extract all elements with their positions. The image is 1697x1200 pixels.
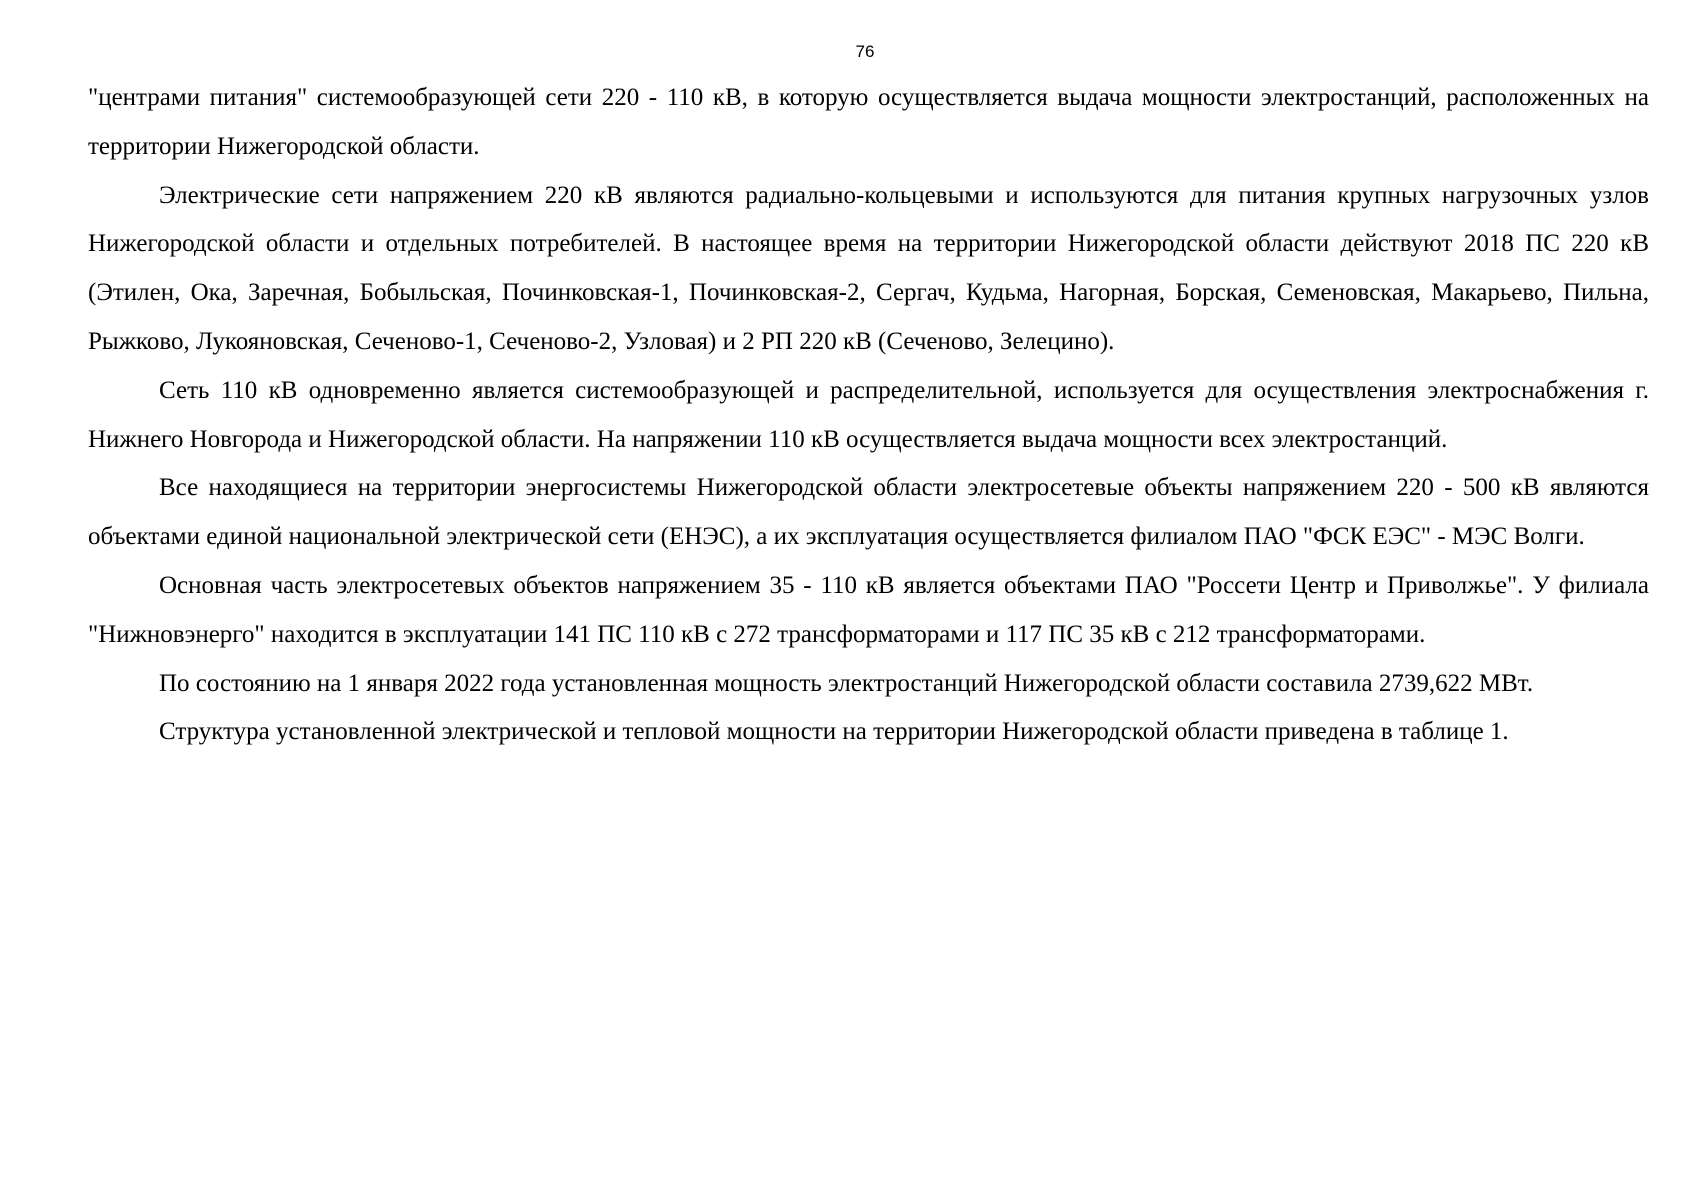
paragraph-rosseti-objects: Основная часть электросетевых объектов напряжением 35 - 110 кВ является объектами ПАО "Россети Центр и Приволжье". У филиала "Нижновэнерго" находится в эксплуатации 141 ПС 110 кВ с 272 трансформаторами и 117 ПС 35 кВ с 212 трансформаторами. (88, 571, 1649, 648)
paragraph-110kv-network: Сеть 110 кВ одновременно является системообразующей и распределительной, используется для осуществления электроснабжения г. Нижнего Новгорода и Нижегородской области. На напряжении 110 кВ осуществляется выдача мощности всех электростанций. (88, 376, 1649, 453)
paragraph-enes-objects: Все находящиеся на территории энергосистемы Нижегородской области электросетевые объекты напряжением 220 - 500 кВ являются объектами единой национальной электрической сети (ЕНЭС), а их эксплуатация осуществляется филиалом ПАО "ФСК ЕЭС" - МЭС Волги. (88, 474, 1649, 551)
paragraph-220kv-networks: Электрические сети напряжением 220 кВ являются радиально-кольцевыми и используются для питания крупных нагрузочных узлов Нижегородской области и отдельных потребителей. В настоящее время на территории Нижегородской области действуют 2018 ПС 220 кВ (Этилен, Ока, Заречная, Бобыльская, Починковская-1, Починковская-2, Сергач, Кудьма, Нагорная, Борская, Семеновская, Макарьево, Пильна, Рыжково, Лукояновская, Сеченово-1, Сеченово-2, Узловая) и 2 РП 220 кВ (Сеченово, Зелецино). (88, 181, 1649, 355)
paragraph-continuation: "центрами питания" системообразующей сети 220 - 110 кВ, в которую осуществляется выдача мощности электростанций, расположенных на территории Нижегородской области. (88, 84, 1649, 160)
document-body (88, 74, 1649, 757)
page-number: 76 (855, 42, 875, 61)
paragraph-installed-capacity: По состоянию на 1 января 2022 года установленная мощность электростанций Нижегородской области составила 2739,622 МВт. (159, 669, 1534, 697)
paragraph-table-reference: Структура установленной электрической и тепловой мощности на территории Нижегородской области приведена в таблице 1. (159, 718, 1509, 746)
